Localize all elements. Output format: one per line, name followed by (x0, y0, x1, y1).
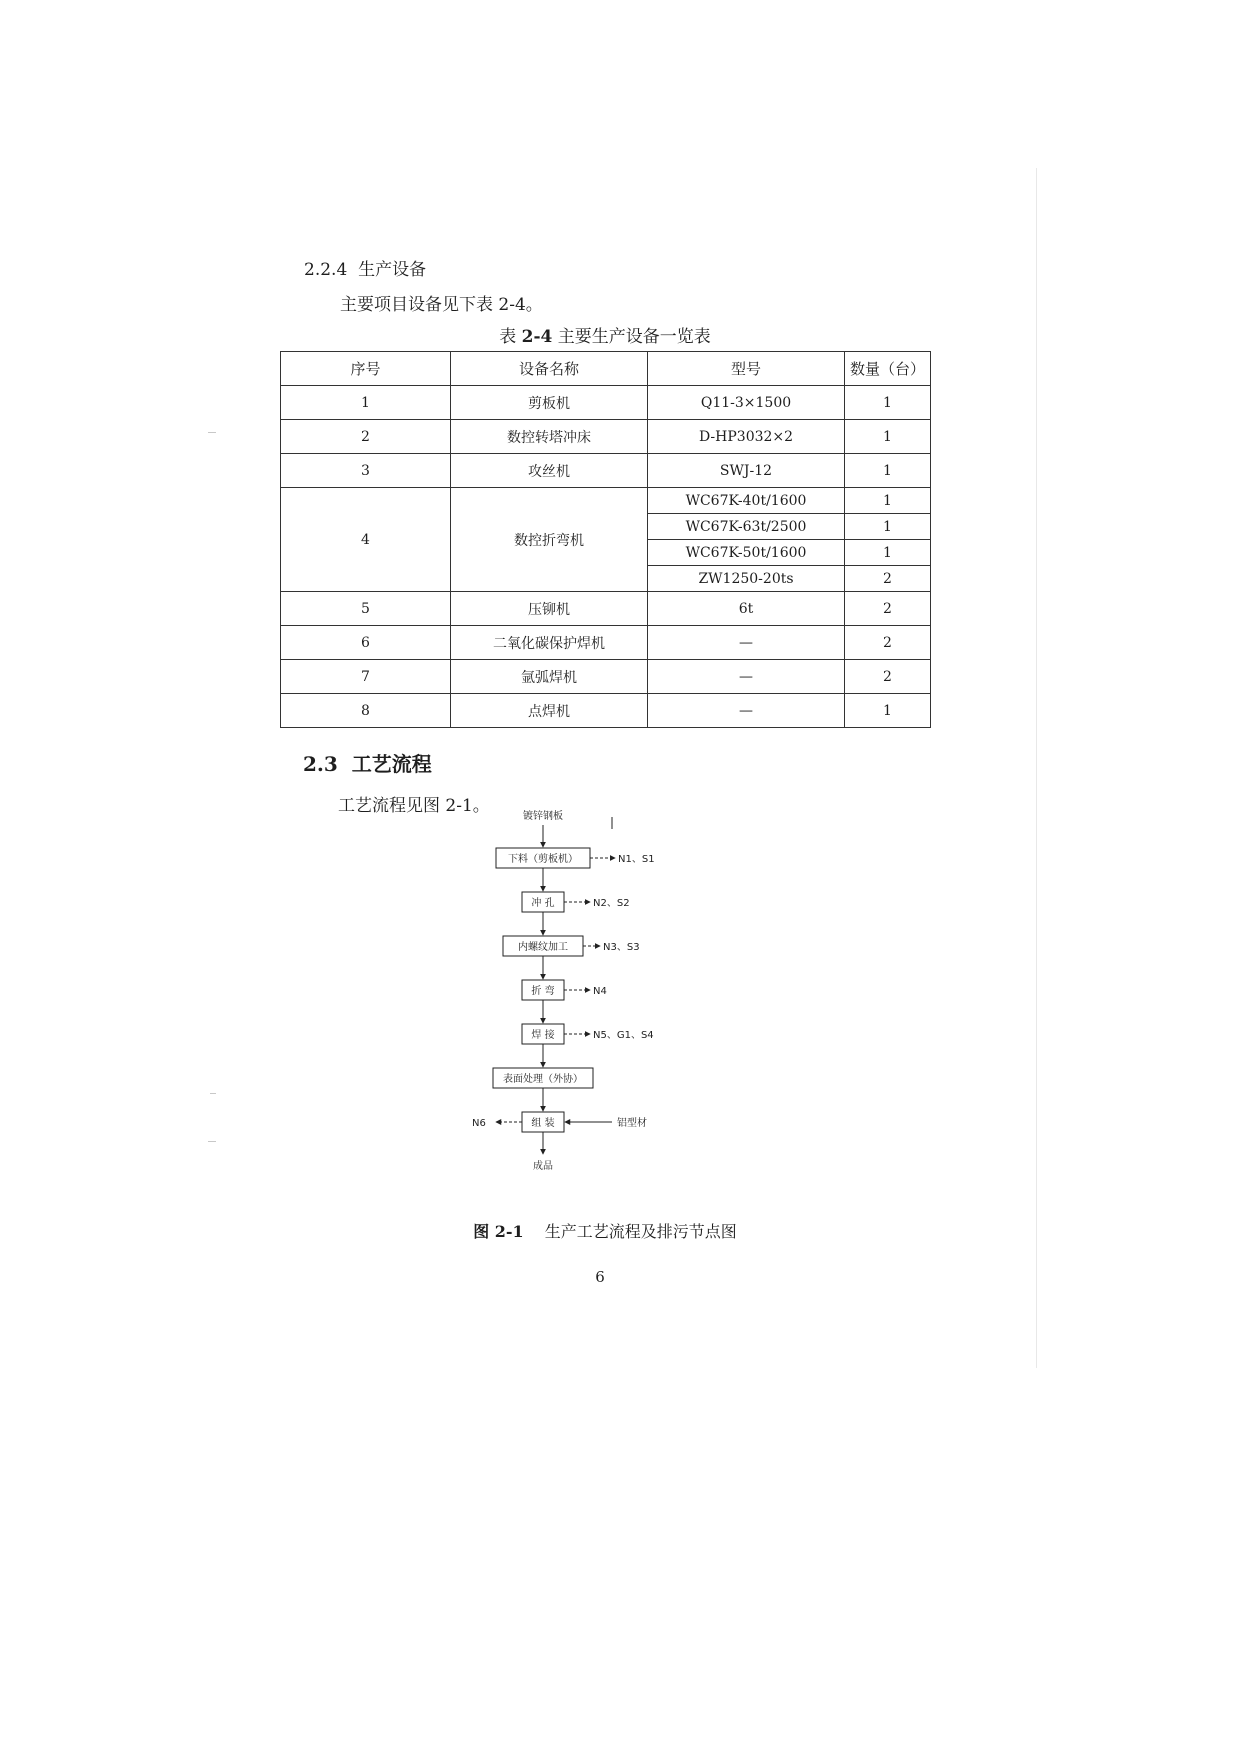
model-cell: WC67K-40t/1600 (648, 488, 845, 514)
emission-label: N4 (593, 986, 607, 997)
subsection-number: 2.2.4 (304, 260, 348, 280)
emission-label: N6 (472, 1118, 486, 1129)
section-number: 2.3 (303, 752, 338, 776)
subsection-heading (304, 255, 426, 280)
quantity-cell: 1 (845, 694, 931, 728)
equipment-name-cell: 二氧化碳保护焊机 (451, 626, 648, 660)
row-number-cell: 1 (281, 386, 451, 420)
quantity-cell: 1 (845, 540, 931, 566)
model-cell: ZW1250-20ts (648, 566, 845, 592)
row-number-cell: 3 (281, 454, 451, 488)
quantity-cell: 2 (845, 626, 931, 660)
column-header: 型号 (648, 352, 845, 386)
flow-step-label: 组 装 (531, 1118, 555, 1129)
row-number-cell: 6 (281, 626, 451, 660)
emission-label: N3、S3 (603, 942, 640, 953)
flow-step-label: 下料（剪板机） (508, 854, 578, 865)
flow-step-label: 内螺纹加工 (518, 942, 568, 953)
model-cell: WC67K-50t/1600 (648, 540, 845, 566)
figure-caption (420, 1219, 790, 1242)
table-row (281, 694, 931, 728)
right-border-line (1036, 168, 1037, 1368)
scan-mark (208, 1141, 216, 1142)
quantity-cell: 1 (845, 514, 931, 540)
process-flowchart (460, 805, 700, 1175)
column-header: 设备名称 (451, 352, 648, 386)
table-row (281, 454, 931, 488)
flow-step-label: 折 弯 (531, 986, 555, 997)
figure-reference-text: 工艺流程见图 2-1。 (338, 796, 490, 816)
equipment-name-cell: 剪板机 (451, 386, 648, 420)
model-cell: WC67K-63t/2500 (648, 514, 845, 540)
row-number-cell: 2 (281, 420, 451, 454)
flow-step-label: 冲 孔 (531, 898, 555, 909)
model-cell: D-HP3032×2 (648, 420, 845, 454)
table-row (281, 660, 931, 694)
equipment-name-cell: 压铆机 (451, 592, 648, 626)
section-title: 工艺流程 (351, 752, 432, 776)
quantity-cell: 1 (845, 420, 931, 454)
figure-caption-number: 图 2-1 (473, 1222, 524, 1241)
model-cell: — (648, 626, 845, 660)
flow-output-label: 成品 (533, 1161, 553, 1172)
quantity-cell: 2 (845, 566, 931, 592)
equipment-name-cell: 数控转塔冲床 (451, 420, 648, 454)
equipment-name-cell: 攻丝机 (451, 454, 648, 488)
quantity-cell: 1 (845, 386, 931, 420)
figure-caption-title: 生产工艺流程及排污节点图 (544, 1222, 737, 1241)
column-header: 数量（台） (845, 352, 931, 386)
quantity-cell: 2 (845, 660, 931, 694)
table-row (281, 488, 931, 514)
model-cell: — (648, 660, 845, 694)
equipment-name-cell: 氩弧焊机 (451, 660, 648, 694)
equipment-name-cell: 数控折弯机 (451, 488, 648, 592)
emission-label: N2、S2 (593, 898, 630, 909)
subsection-title: 生产设备 (358, 260, 427, 280)
table-row (281, 386, 931, 420)
table-row (281, 592, 931, 626)
scan-mark (208, 432, 216, 433)
table-caption-prefix: 表 (499, 327, 517, 347)
row-number-cell: 7 (281, 660, 451, 694)
table-row (281, 626, 931, 660)
emission-label: N1、S1 (618, 854, 655, 865)
table-caption (280, 322, 930, 347)
table-row (281, 420, 931, 454)
emission-label: N5、G1、S4 (593, 1030, 654, 1041)
section-heading (303, 748, 432, 777)
table-caption-number: 2-4 (521, 327, 553, 347)
table-reference-text: 主要项目设备见下表 2-4。 (340, 295, 543, 315)
row-number-cell: 5 (281, 592, 451, 626)
flow-input-label: 镀锌钢板 (523, 811, 563, 822)
column-header: 序号 (281, 352, 451, 386)
scan-mark (210, 1093, 216, 1094)
row-number-cell: 8 (281, 694, 451, 728)
quantity-cell: 1 (845, 488, 931, 514)
page-number: 6 (595, 1268, 605, 1286)
quantity-cell: 1 (845, 454, 931, 488)
flow-step-label: 焊 接 (531, 1030, 555, 1041)
model-cell: — (648, 694, 845, 728)
equipment-name-cell: 点焊机 (451, 694, 648, 728)
flow-step-label: 表面处理（外协） (503, 1074, 583, 1085)
material-input-label: 铝型材 (617, 1118, 647, 1129)
quantity-cell: 2 (845, 592, 931, 626)
table-header-row (281, 352, 931, 386)
model-cell: Q11-3×1500 (648, 386, 845, 420)
model-cell: 6t (648, 592, 845, 626)
equipment-table (280, 351, 931, 728)
row-number-cell: 4 (281, 488, 451, 592)
model-cell: SWJ-12 (648, 454, 845, 488)
table-caption-title: 主要生产设备一览表 (557, 327, 711, 347)
